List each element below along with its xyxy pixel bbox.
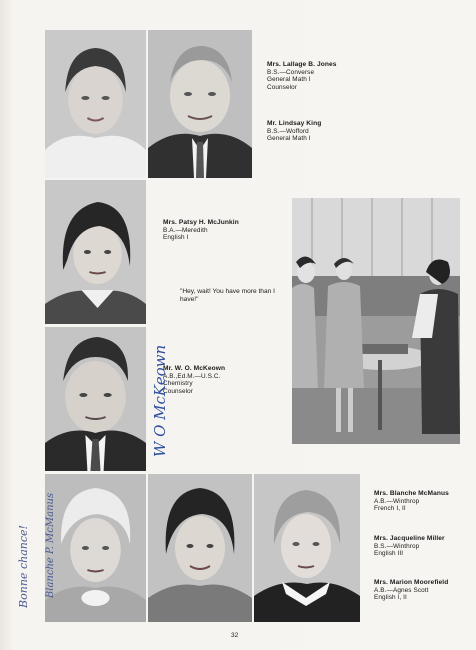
portrait-jacqueline-miller	[148, 474, 252, 622]
photo-caption-quote: "Hey, wait! You have more than I have!"	[180, 288, 275, 303]
caption-blanche-mcmanus	[374, 490, 449, 513]
caption-patsy-mcjunkin	[163, 219, 239, 242]
teacher-name: Mr. W. O. McKeown	[163, 365, 226, 372]
teacher-subject: French I, II	[374, 505, 406, 513]
portrait-lindsay-king	[148, 30, 252, 178]
teacher-degree: B.A.—Meredith	[163, 226, 208, 234]
teacher-subject: English I	[163, 234, 189, 242]
teacher-name: Mrs. Patsy H. McJunkin	[163, 219, 239, 226]
teacher-name: Mrs. Jacqueline Miller	[374, 535, 445, 542]
teacher-degree: B.S.—Winthrop	[374, 542, 420, 550]
handwritten-note-bonne-chance: Bonne chance!	[16, 525, 30, 608]
caption-marion-moorefield	[374, 579, 448, 602]
caption-jacqueline-miller	[374, 535, 445, 558]
page-number: 32	[231, 632, 239, 639]
teacher-degree: A.B.—Agnes Scott	[374, 586, 429, 594]
portrait-marion-moorefield	[254, 474, 360, 622]
portrait-blanche-mcmanus	[45, 474, 146, 622]
teacher-degree: B.S.—Converse	[267, 68, 315, 76]
teacher-subject: English III	[374, 550, 404, 558]
portrait-lallage-jones	[45, 30, 146, 178]
teacher-name: Mrs. Lallage B. Jones	[267, 61, 337, 68]
teacher-subject: General Math I	[267, 76, 311, 84]
teacher-degree: A.B.,Ed.M.—U.S.C.	[163, 372, 221, 380]
portrait-patsy-mcjunkin	[45, 180, 146, 324]
teacher-role: Counselor	[163, 387, 194, 395]
teacher-subject: English I, II	[374, 594, 407, 602]
candid-photo-classroom	[292, 198, 460, 444]
portrait-wo-mckeown	[45, 327, 146, 471]
handwritten-signature-mckeown: W O McKeown	[151, 344, 170, 458]
teacher-subject: Chemistry	[163, 380, 193, 388]
caption-lallage-jones	[267, 61, 337, 91]
teacher-subject: General Math I	[267, 135, 311, 143]
caption-wo-mckeown	[163, 365, 225, 395]
teacher-name: Mr. Lindsay King	[267, 120, 322, 127]
teacher-name: Mrs. Marion Moorefield	[374, 579, 449, 586]
teacher-degree: B.S.—Wofford	[267, 127, 309, 135]
teacher-role: Counselor	[267, 83, 298, 91]
teacher-degree: A.B.—Winthrop	[374, 497, 420, 505]
caption-lindsay-king	[267, 120, 321, 143]
handwritten-note-signature: Blanche P. McManus	[45, 492, 57, 599]
teacher-name: Mrs. Blanche McManus	[374, 490, 449, 497]
